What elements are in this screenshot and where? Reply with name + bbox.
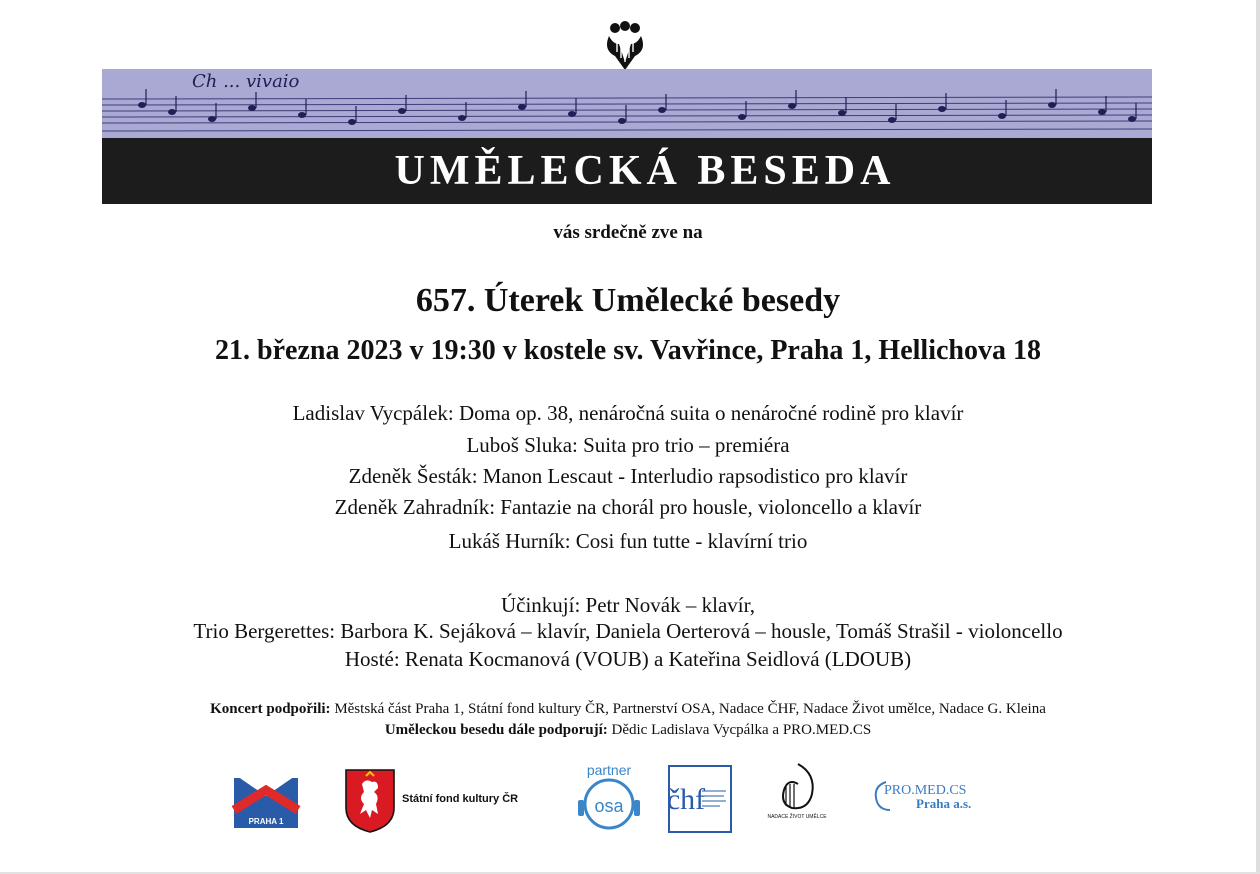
osa-partner-text: partner xyxy=(586,762,632,778)
program-item: Luboš Sluka: Suita pro trio – premiéra xyxy=(466,433,790,457)
score-note xyxy=(208,116,216,122)
program-item: Lukáš Hurník: Cosi fun tutte - klavírní trio xyxy=(448,529,808,553)
score-note xyxy=(838,110,846,116)
score-note xyxy=(298,112,306,118)
music-score-image xyxy=(102,69,1152,138)
promed-city-text: Praha a.s. xyxy=(916,796,972,811)
osa-partner-logo xyxy=(570,762,648,832)
concert-supporters xyxy=(0,700,1256,719)
lyre-emblem-icon xyxy=(601,20,649,72)
score-handwriting: Ch ... vivaio xyxy=(192,71,300,92)
music-score-banner xyxy=(102,69,1152,138)
score-note xyxy=(1048,102,1056,108)
concert-supporters-label: Koncert podpořili: xyxy=(210,701,331,717)
program-item: Zdeněk Šesták: Manon Lescaut - Interludio rapsodistico pro klavír xyxy=(348,464,908,488)
further-supporters-label: Uměleckou besedu dále podporují: xyxy=(384,722,608,738)
score-note xyxy=(788,103,796,109)
invitation-intro: vás srdečně zve na xyxy=(553,222,703,243)
zivot-logo-text: NADACE ŽIVOT UMĚLCE xyxy=(767,814,827,820)
score-note xyxy=(888,117,896,123)
score-note xyxy=(658,107,666,113)
score-note xyxy=(168,109,176,115)
concert-supporters-text: Městská část Praha 1, Státní fond kultury ČR, Partnerství OSA, Nadace ČHF, Nadace Život umělce, Nadace G. Kleina xyxy=(330,701,1046,717)
title-band xyxy=(102,138,1152,204)
score-note xyxy=(1098,109,1106,115)
promed-name-text: PRO.MED.CS xyxy=(884,783,967,798)
performers-line: Trio Bergerettes: Barbora K. Sejáková – klavír, Daniela Oerterová – housle, Tomáš Strašil - violoncello xyxy=(193,619,1063,643)
score-note xyxy=(568,111,576,117)
event-title: 657. Úterek Umělecké besedy xyxy=(415,282,841,319)
page-edge-right xyxy=(1256,0,1260,874)
banner-title: UMĚLECKÁ BESEDA xyxy=(394,148,896,194)
program-item: Ladislav Vycpálek: Doma op. 38, nenáročná suita o nenáročné rodině pro klavír xyxy=(292,401,964,425)
praha1-logo xyxy=(234,774,298,828)
chf-mark-text: čhf xyxy=(666,783,706,816)
performers-line: Účinkují: Petr Novák – klavír, xyxy=(500,593,756,617)
score-note xyxy=(518,104,526,110)
praha1-logo-text: PRAHA 1 xyxy=(248,817,284,826)
score-note xyxy=(938,106,946,112)
score-note xyxy=(998,113,1006,119)
nadace-chf-logo xyxy=(668,765,732,835)
score-note xyxy=(398,108,406,114)
score-note xyxy=(248,105,256,111)
score-note xyxy=(738,114,746,120)
promed-logo xyxy=(872,780,982,814)
score-note xyxy=(138,102,146,108)
further-supporters-text: Dědic Ladislava Vycpálka a PRO.MED.CS xyxy=(607,722,872,738)
score-note xyxy=(348,119,356,125)
further-supporters xyxy=(0,721,1256,740)
event-date-place: 21. března 2023 v 19:30 v kostele sv. Vavřince, Praha 1, Hellichova 18 xyxy=(215,335,1041,366)
osa-mark-text: osa xyxy=(594,796,624,816)
czech-lion-shield-icon xyxy=(344,768,396,834)
nadace-zivot-umelce-logo xyxy=(767,760,827,834)
program-item: Zdeněk Zahradník: Fantazie na chorál pro housle, violoncello a klavír xyxy=(334,495,922,519)
score-note xyxy=(458,115,466,121)
sfk-logo-text: Státní fond kultury ČR xyxy=(402,793,519,805)
score-note xyxy=(1128,116,1136,122)
score-note xyxy=(618,118,626,124)
guests-line: Hosté: Renata Kocmanová (VOUB) a Kateřina Seidlová (LDOUB) xyxy=(344,647,912,671)
